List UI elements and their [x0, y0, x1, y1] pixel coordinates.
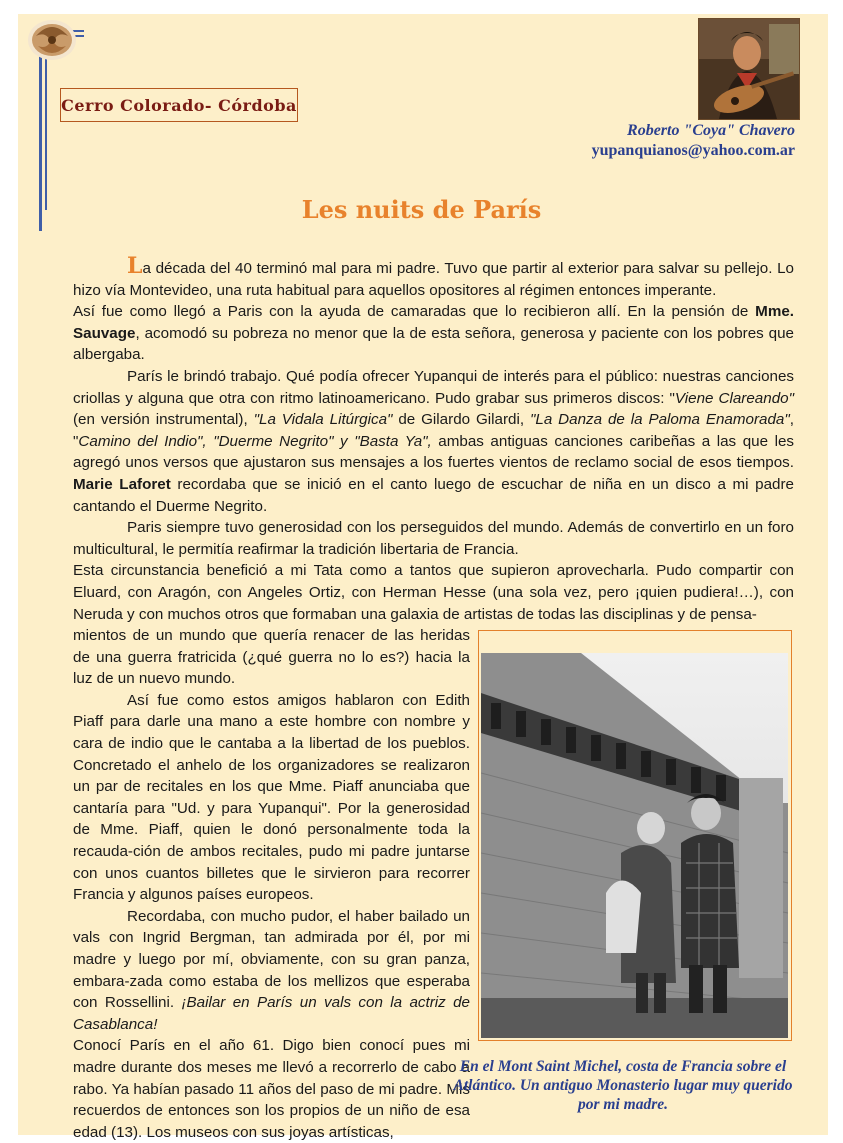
- location-label: Cerro Colorado- Córdoba: [61, 95, 297, 115]
- paragraph-1: La década del 40 terminó mal para mi padre. Tuvo que partir al exterior para salvar su pellejo. Lo hizo vía Montevideo, una ruta habitual para aquellos opositores al régimen entonces imperante.: [73, 253, 794, 299]
- photo-frame: [478, 630, 792, 1041]
- frame-line-left-2: [45, 40, 47, 210]
- mont-saint-michel-photo: [481, 653, 788, 1038]
- author-email[interactable]: yupanquianos@yahoo.com.ar: [591, 142, 795, 159]
- paragraph-2: Así fue como llegó a Paris con la ayuda de camaradas que lo recibieron allí. En la pensión de Mme. Sauvage, acomodó su pobreza no menor que la de esta señora, generosa y paciente con los pobres que albergaba.: [73, 303, 794, 364]
- author-name: Roberto "Coya" Chavero: [627, 122, 795, 139]
- paragraph-5: Esta circunstancia benefició a mi Tata como a tantos que supieron aprovecharla. Pudo compartir con Eluard, con Aragón, con Angeles Ortiz, con Herman Hesse (una sola vez, pero ¡quien pudiera!…), con Neruda y con muchos otros que formaban una galaxia de artistas de todas las disciplinas y de pensa-: [73, 562, 794, 623]
- seed-pod-logo-icon: [26, 16, 78, 62]
- article-title: Les nuits de París: [301, 195, 542, 224]
- paragraph-3: París le brindó trabajo. Qué podía ofrecer Yupanqui de interés para el público: nuestras canciones criollas y alguna que otra con ritmo latinoamericano. Pudo grabar sus primeros discos: "Viene Clareando" (en versión instrumental), "La Vidala Litúrgica" de Gilardo Gilardi, "La Danza de la Paloma Enamorada", "Camino del Indio", "Duerme Negrito" y "Basta Ya", ambas antiguas canciones caribeñas a las que les agregó unos versos que ajustaron sus mensajes a los fuertes vientos de reclamo social de esos tiempos. Marie Laforet recordaba que se inició en el canto luego de escuchar de niña en un disco a mi padre cantando el Duerme Negrito.: [73, 367, 795, 515]
- location-label-box: [60, 88, 298, 122]
- photo-caption: En el Mont Saint Michel, costa de Francia sobre el Atlántico. Un antiguo Monasterio lugar muy querido por mi madre.: [453, 1058, 793, 1113]
- author-credit: [592, 121, 795, 161]
- paragraph-4: Paris siempre tuvo generosidad con los perseguidos del mundo. Además de convertirlo en un foro multicultural, le permitía reafirmar la tradición libertaria de Francia.: [73, 519, 794, 558]
- paragraph-7: Recordaba, con mucho pudor, el haber bailado un vals con Ingrid Bergman, tan admirada por él, por mi madre y luego por mí, obviamente, con su gran panza, embara-zada como estaba de los mellizos que esperaba con Rossellini. ¡Bailar en París un vals con la actriz de Casablanca!: [73, 907, 470, 1033]
- paragraph-8: Conocí París en el año 61. Digo bien conocí pues mi madre durante dos meses me llevó a recorrerlo de cabo a rabo. Ya habían pasado 11 años del paso de mi padre. Mis recuerdos de entonces son los propios de un niño de esa edad (13). Los museos con sus joyas artísticas,: [73, 1037, 470, 1141]
- paragraph-5-continued: mientos de un mundo que quería renacer de las heridas de una guerra fratricida (¿qué guerra no lo es?) hacia la luz de un nuevo mundo.: [73, 627, 470, 688]
- drop-cap: L: [127, 253, 143, 279]
- paragraph-6: Así fue como estos amigos hablaron con Edith Piaff para darle una mano a este hombre con nombre y cara de indio que le cantaba a la libertad de los pueblos. Concretado el anhelo de los organizadores se realizaron un par de recitales en los que Mme. Piaff anunciaba que cantaría para "Ud. y para Yupanqui". Por la generosidad de Mme. Piaff, quien le donó personalmente toda la recauda-ción de ambos recitales, pudo mi padre juntarse con unos cuantos billetes que le sirvieron para recorrer Francia y algunos países europeos.: [73, 691, 470, 904]
- author-photo: [698, 18, 800, 120]
